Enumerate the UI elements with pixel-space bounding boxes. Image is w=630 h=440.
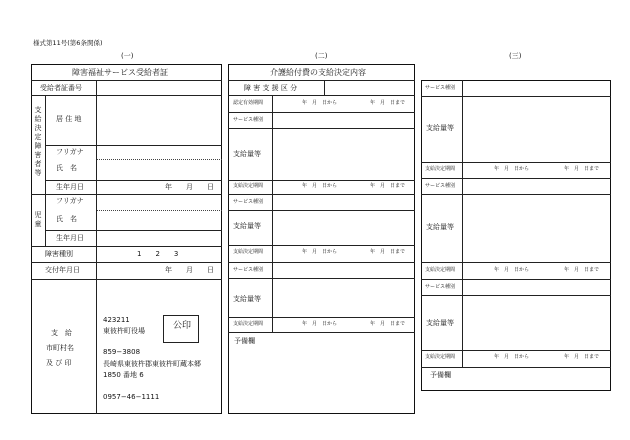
service-type-label: サービス種別 [233, 199, 264, 205]
issue-date-label: 交付年月日 [45, 266, 80, 274]
amount-label: 支給量等 [233, 295, 261, 303]
decision-period-from: 年 月 日から [494, 166, 530, 172]
amount-label: 支給量等 [233, 222, 261, 230]
address-line-1: 長崎県東彼杵郡東彼杵町蔵本郷 [103, 360, 201, 368]
panel1-title: 障害福祉サービス受給者証 [72, 68, 168, 77]
service-type-label: サービス種別 [425, 284, 456, 290]
decision-period-to: 年 月 日まで [564, 166, 600, 172]
decision-period-from: 年 月 日から [302, 183, 338, 189]
municipality-label-3: 及 び 印 [46, 359, 72, 367]
recipient-group-label: 支給決定障害者等 [34, 106, 42, 177]
decision-period-from: 年 月 日から [302, 249, 338, 255]
decision-period-from: 年 月 日から [494, 354, 530, 360]
decision-period-label: 支給決定期間 [425, 267, 456, 273]
amount-label: 支給量等 [426, 124, 454, 132]
child-furigana-label: フリガナ [56, 197, 84, 205]
decision-period-to: 年 月 日まで [564, 267, 600, 273]
child-birthdate-label: 生年月日 [56, 234, 84, 242]
recipient-number-label: 受給者証番号 [40, 84, 82, 92]
decision-period-label: 支給決定期間 [425, 166, 456, 172]
decision-period-to: 年 月 日まで [564, 354, 600, 360]
disability-type-label: 障害種別 [45, 250, 73, 258]
service-type-label: サービス種別 [425, 183, 456, 189]
amount-label: 支給量等 [233, 150, 261, 158]
remarks-label: 予備欄 [234, 337, 255, 345]
support-category-label: 障 害 支 援 区 分 [244, 84, 298, 92]
amount-label: 支給量等 [426, 319, 454, 327]
child-name-label: 氏 名 [56, 215, 77, 223]
decision-period-to: 年 月 日まで [370, 321, 406, 327]
amount-label: 支給量等 [426, 223, 454, 231]
address-label: 居 住 地 [56, 115, 82, 123]
address-postal: 859−3808 [103, 348, 141, 356]
validity-period-label: 認定有効期間 [233, 100, 264, 106]
birthdate-label: 生年月日 [56, 183, 84, 191]
remarks-label: 予備欄 [430, 371, 451, 379]
panel2-title: 介護給付費の支給決定内容 [270, 68, 366, 77]
postal-code: 423211 [103, 316, 130, 324]
service-type-label: サービス種別 [425, 85, 456, 91]
service-type-label: サービス種別 [233, 117, 264, 123]
municipality-label-1: 支 給 [51, 329, 72, 337]
disability-type-value: 1 2 3 [137, 250, 179, 258]
validity-to: 年 月 日まで [370, 100, 406, 106]
decision-period-from: 年 月 日から [302, 321, 338, 327]
service-type-label: サービス種別 [233, 267, 264, 273]
column-label-2: (二) [315, 52, 328, 60]
office-name: 東彼杵町役場 [103, 327, 145, 335]
address-line-2: 1850 番地 6 [103, 371, 144, 379]
form-number: 様式第11号(第6条関係) [33, 39, 103, 47]
decision-period-from: 年 月 日から [494, 267, 530, 273]
decision-period-label: 支給決定期間 [233, 249, 264, 255]
seal-text: 公印 [172, 321, 191, 331]
decision-period-label: 支給決定期間 [233, 183, 264, 189]
decision-period-label: 支給決定期間 [425, 354, 456, 360]
decision-period-to: 年 月 日まで [370, 249, 406, 255]
official-seal-stamp [163, 315, 199, 343]
furigana-label: フリガナ [56, 148, 84, 156]
municipality-label-2: 市町村名 [46, 344, 74, 352]
name-label: 氏 名 [56, 164, 77, 172]
child-group-label: 児童 [34, 211, 42, 228]
decision-period-to: 年 月 日まで [370, 183, 406, 189]
issue-date-value: 年 月 日 [165, 266, 214, 274]
birthdate-value: 年 月 日 [165, 183, 214, 191]
column-label-1: (一) [121, 52, 134, 60]
phone-number: 0957−46−1111 [103, 393, 160, 401]
decision-period-label: 支給決定期間 [233, 321, 264, 327]
validity-from: 年 月 日から [302, 100, 338, 106]
column-label-3: (三) [509, 52, 522, 60]
